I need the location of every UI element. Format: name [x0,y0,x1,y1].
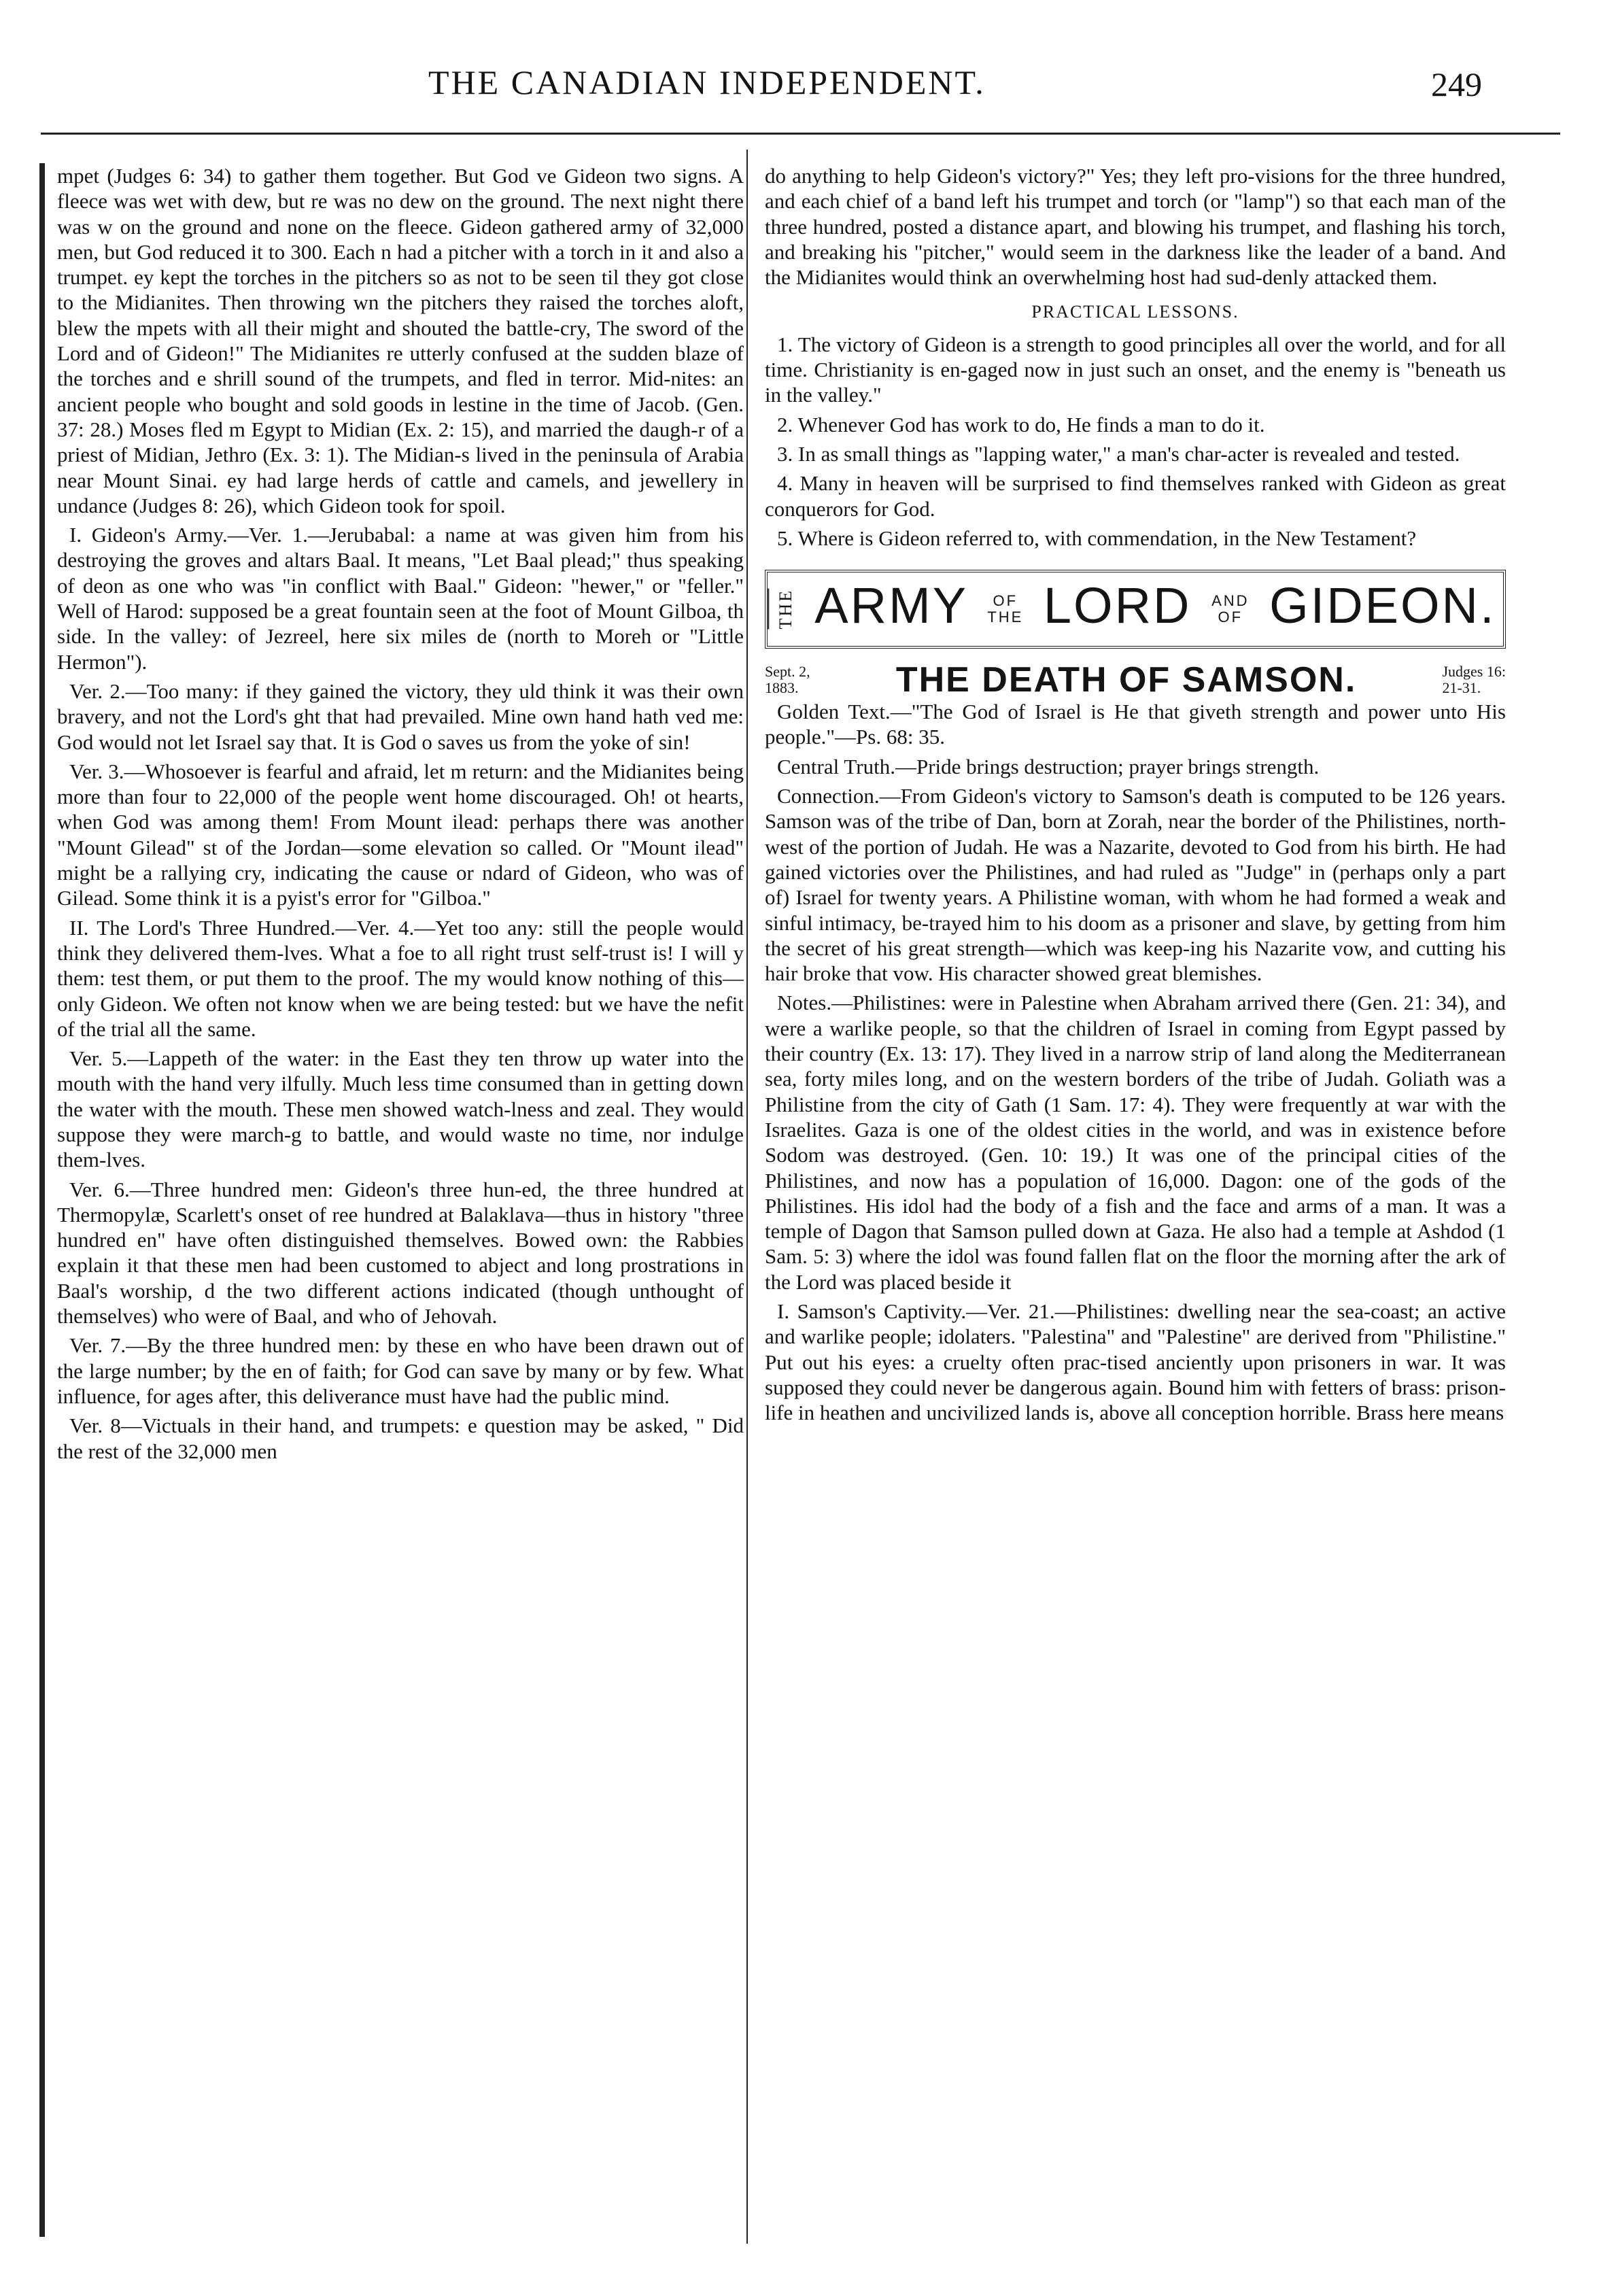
banner-title [814,577,1496,634]
date-line: Sept. 2, [765,663,810,681]
lesson-item: 5. Where is Gideon referred to, with commendation, in the New Testament? [777,526,1417,550]
lesson-item: 3. In as small things as "lapping water," a man's char-acter is revealed and tested. [777,441,1460,466]
banner-and-of [1211,593,1249,626]
page-number: 249 [1431,65,1482,103]
paragraph: Ver. 2.—Too many: if they gained the victory, they uld think it was their own bravery, and not the Lord's ght that had prevailed. Mine own hand hath ved me: God would not let Israel say that. It is God o saves us from the yoke of sin! [57,679,744,754]
right-column [765,163,1506,2237]
lesson-date [765,664,810,696]
central-truth: Central Truth.—Pride brings destruction; prayer brings strength. [777,754,1320,778]
lesson-title: THE DEATH OF SAMSON. [895,659,1357,700]
lesson-item: 1. The victory of Gideon is a strength to good principles all over the world, and for all time. Christianity is en-gaged now in just such an onset, and the enemy is "beneath us in the valley." [765,332,1506,407]
date-line: 1883. [765,679,799,697]
paragraph: mpet (Judges 6: 34) to gather them together. But God ve Gideon two signs. A fleece was wet with dew, but re was no dew on the ground. The next night there was w on the ground and none on the fleece. Gideon gathered army of 32,000 men, but God reduced it to 300. Each n had a pitcher with a torch in it and also a trumpet. ey kept the torches in the pitchers so as not to be seen til they got close to the Midianites. Then throwing wn the pitchers they raised the torches aloft, blew the mpets with all their might and shouted the battle-cry, The sword of the Lord and of Gideon!" The Midianites re utterly confused at the sudden blaze of the torches and e shrill sound of the trumpets, and fled in terror. Mid-nites: an ancient people who bought and sold goods in lestine in the time of Jacob. (Gen. 37: 28.) Moses fled m Egypt to Midian (Ex. 2: 15), and married the daugh-r of a priest of Midian, Jethro (Ex. 3: 1). The Midian-s lived in the peninsula of Arabia near Mount Sinai. ey had large herds of cattle and camels, and jewellery in undance (Judges 8: 26), which Gideon took for spoil. [57,164,744,517]
captivity-paragraph: I. Samson's Captivity.—Ver. 21.—Philistines: dwelling near the sea-coast; an active and warlike people; idolaters. "Palestina" and "Palestine" are derived from "Philistine." Put out his eyes: a cruelty often prac-tised anciently upon prisoners in war. It was supposed they could never be dangerous again. Bound him with fetters of brass: prison-life in heathen and uncivilized lands is, above all conception horrible. Brass here means [765,1299,1506,1425]
connection-paragraph: Connection.—From Gideon's victory to Samson's death is computed to be 126 years. Samson was of the tribe of Dan, born at Zorah, near the border of the Philistines, north-west of the portion of Judah. He was a Nazarite, devoted to God from his birth. He had gained victories over the Philistines, and had ruled as "Judge" in (perhaps only a part of) Israel for twenty years. A Philistine woman, with whom he had formed a weak and sinful intimacy, be-trayed him to his doom as a prisoner and slave, by getting from him the secret of his great strength—which was keep-ing his Nazarite vow, and cutting his hair broke that vow. His character showed great blemishes. [765,784,1506,986]
paragraph: Ver. 3.—Whosoever is fearful and afraid, let m return: and the Midianites being more than four to 22,000 of the people went home discouraged. Oh! ot hearts, when God was among them! From Mount ilead: perhaps there was another "Mount Gilead" st of the Jordan—some elevation so called. Or "Mount ilead" might be a rallying cry, indicating the cause or ndard of Gideon, who was of Gilead. Some think it is a pyist's error for "Gilboa." [57,759,744,910]
paragraph: do anything to help Gideon's victory?" Yes; they left pro-visions for the three hundred, and each chief of a band left his trumpet and torch (or "lamp") so that each man of the three hundred, posted a distance apart, and blowing his trumpet, and flashing his torch, and breaking his "pitcher," would seem in the darkness like the leader of a band. And the Midianites would think an overwhelming host had sud-denly attacked them. [765,164,1506,290]
ref-line: 21-31. [1442,679,1481,697]
paragraph: Ver. 7.—By the three hundred men: by these en who have been drawn out of the large number; by the en of faith; for God can save by many or by few. What influence, for ages after, this deliverance must have had the public mind. [57,1333,744,1408]
section-banner [765,570,1506,649]
left-column [39,163,744,2237]
paragraph: Ver. 5.—Lappeth of the water: in the East they ten throw up water into the mouth with the hand very ilfully. Much less time consumed than in getting down the water with the mouth. These men showed watch-lness and zeal. They would suppose they were march-g to battle, and would waste no time, nor indulge them-lves. [57,1046,744,1172]
lesson-heading [765,659,1506,700]
paragraph: Ver. 6.—Three hundred men: Gideon's three hun-ed, the three hundred at Thermopylæ, Scarlett's onset of ree hundred at Balaklava—thus in history "three hundred en" have often distinguished themselves. Bowed own: the Rabbies explain it that these men had been customed to abject and long prostrations in Baal's worship, d the two different actions indicated (though unthought of themselves) who were of Baal, and who of Jehovah. [57,1177,744,1329]
banner-the: THE [768,589,802,630]
lesson-item: 4. Many in heaven will be surprised to find themselves ranked with Gideon as great conquerors for God. [765,471,1506,521]
banner-small-word: OF [1218,609,1243,626]
ref-line: Judges 16: [1442,663,1506,681]
golden-text: Golden Text.—"The God of Israel is He that giveth strength and power unto His people."—Ps. 68: 35. [765,700,1506,749]
paragraph: I. Gideon's Army.—Ver. 1.—Jerubabal: a name at was given him from his destroying the groves and altars Baal. It means, "Let Baal plead;" thus speaking of deon as one who was "in conflict with Baal." Gideon: "hewer," or "feller." Well of Harod: supposed be a great fountain seen at the foot of Mount Gilboa, th side. In the valley: of Jezreel, here six miles de (north to Moreh or "Little Hermon"). [57,523,744,674]
header-rule [41,133,1560,135]
banner-small-word: OF [993,592,1018,610]
column-divider [746,150,748,2244]
running-title: THE CANADIAN INDEPENDENT. [428,63,986,101]
section-heading: PRACTICAL LESSONS. [1031,302,1239,322]
banner-gideon: GIDEON. [1269,577,1496,634]
banner-lord: LORD [1043,577,1192,634]
paragraph: Ver. 8—Victuals in their hand, and trumpets: e question may be asked, " Did the rest of the 32,000 men [57,1413,744,1463]
lesson-item: 2. Whenever God has work to do, He finds a man to do it. [777,412,1265,436]
notes-paragraph: Notes.—Philistines: were in Palestine when Abraham arrived there (Gen. 21: 34), and were a warlike people, so that the children of Israel in coming from Egypt passed by their country (Ex. 13: 17). They lived in a narrow strip of land along the Mediterranean sea, forty miles long, and on the western borders of the tribe of Judah. Goliath was a Philistine from the city of Gath (1 Sam. 17: 4). They were frequently at war with the Israelites. Gaza is one of the oldest cities in the world, and was in existence before Sodom was destroyed. (Gen. 10: 19.) It was one of the principal cities of the Philistines, and now has a population of 16,000. Dagon: one of the gods of the Philistines. His idol had the body of a fish and the face and arms of a man. It was a temple of Dagon that Samson pulled down at Gaza. He also had a temple at Ashdod (1 Sam. 5: 3) where the idol was found fallen flat on the floor the morning after the ark of the Lord was placed beside it [765,991,1506,1294]
banner-small-word: AND [1211,592,1250,610]
paragraph: II. The Lord's Three Hundred.—Ver. 4.—Yet too any: still the people would think they delivered them-lves. What a foe to all right trust self-trust is! I will y them: test them, or put them to the proof. The my would know nothing of this—only Gideon. We often not know when we are being tested: but we have the nefit of the trial all the same. [57,915,744,1041]
lesson-reference [1442,664,1506,696]
banner-of-the [987,593,1023,626]
page-header [0,0,1601,160]
banner-army: ARMY [814,577,967,634]
banner-small-word: THE [987,609,1024,626]
